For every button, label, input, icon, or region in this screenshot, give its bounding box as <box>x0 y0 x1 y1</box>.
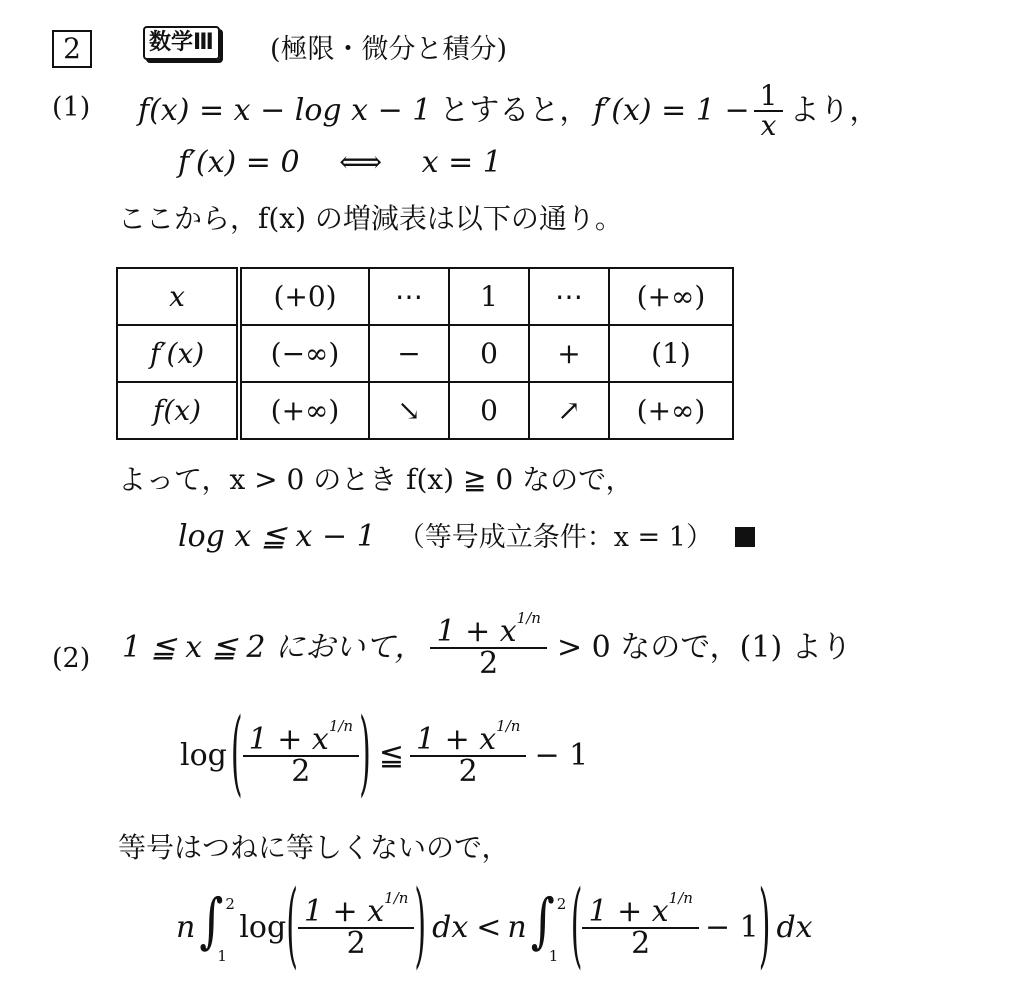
log-inequality-line <box>180 700 589 809</box>
increase-decrease-table <box>116 267 734 440</box>
exp-num: 1 <box>516 609 527 627</box>
exponent-one-over-n: 1/n <box>496 717 521 735</box>
exp-num: 1 <box>496 717 506 735</box>
n-factor: n <box>176 910 196 945</box>
table-cell: x <box>117 268 239 325</box>
exp-den: n <box>683 889 693 907</box>
table-intro: ここから，f(x) の増減表は以下の通り。 <box>118 202 623 235</box>
left-paren: ( <box>570 872 583 981</box>
derivative-zero-line: f′(x) = 0 ⟺ x = 1 <box>178 145 502 180</box>
lower-limit: 1 <box>217 947 227 965</box>
text-yori: より， <box>789 93 880 128</box>
right-paren: ) <box>414 872 427 981</box>
log-text: log <box>180 738 227 773</box>
table-cell: (+∞) <box>609 382 733 439</box>
topic-label: (極限・微分と積分) <box>270 34 508 65</box>
dx-right: dx <box>776 910 813 945</box>
strict-note: 等号はつねに等しくないので， <box>118 831 510 864</box>
table-row <box>117 268 733 325</box>
n-factor: n <box>507 910 527 945</box>
frac-den: 2 <box>243 755 360 787</box>
part1-label: (1) <box>52 92 91 123</box>
lower-limit: 1 <box>548 947 559 965</box>
table-cell: − <box>369 325 449 382</box>
lt-sign: < <box>476 910 502 945</box>
fraction-integrand-left <box>298 889 415 961</box>
table-cell: 0 <box>449 325 529 382</box>
minus-one: − 1 <box>534 738 589 773</box>
exponent-one-over-n: 1/n <box>668 889 693 907</box>
minus-one: − 1 <box>704 910 759 945</box>
frac-num <box>410 717 527 757</box>
fraction-one-over-x <box>754 79 784 142</box>
frac-num <box>243 717 360 757</box>
arrow-up-right-icon: ↗ <box>529 382 609 439</box>
frac-num-text: 1 + x <box>588 894 669 929</box>
qed-square-icon <box>735 527 755 547</box>
frac-den: 2 <box>298 927 415 959</box>
conclusion-text: よって，x > 0 のとき f(x) ≧ 0 なので， <box>118 463 634 496</box>
exponent-one-over-n: 1/n <box>328 717 354 735</box>
integral-sign-right <box>527 883 571 973</box>
table-cell: + <box>529 325 609 382</box>
subject-badge: 数学Ⅲ <box>143 26 220 60</box>
frac-num-text: 1 + x <box>415 722 497 757</box>
frac-num-text: 1 + x <box>303 894 385 929</box>
integral-icon: ∫ <box>530 884 555 956</box>
left-paren: ( <box>230 700 243 809</box>
frac-num <box>582 889 699 929</box>
table-cell: (+∞) <box>239 382 369 439</box>
table-cell: 0 <box>449 382 529 439</box>
part2-intro-line <box>122 606 852 690</box>
problem-number: 2 <box>52 30 92 68</box>
fraction-mean-rhs <box>410 717 527 789</box>
range-condition: 1 ≦ x ≦ 2 において， <box>122 630 425 665</box>
text-tosuruto: とすると， <box>439 93 590 128</box>
exp-den: n <box>510 717 521 735</box>
log-text: log <box>239 910 287 945</box>
frac-den: 2 <box>410 755 527 787</box>
exp-den: n <box>343 717 354 735</box>
table-row <box>117 382 733 439</box>
exp-den: n <box>531 609 541 627</box>
part2-label: (2) <box>52 643 91 674</box>
integral-icon: ∫ <box>199 884 224 956</box>
equality-condition: （等号成立条件：x = 1） <box>397 521 713 553</box>
exp-num: 1 <box>328 717 339 735</box>
table-cell: 1 <box>449 268 529 325</box>
positive-text: > 0 なので，(1) より <box>556 630 852 665</box>
exp-num: 1 <box>668 889 679 907</box>
table-cell: (+0) <box>239 268 369 325</box>
table-cell: ⋯ <box>529 268 609 325</box>
dx-left: dx <box>432 910 469 945</box>
left-paren: ( <box>286 872 298 981</box>
frac-num-text: 1 + x <box>248 722 329 757</box>
table-cell: ⋯ <box>369 268 449 325</box>
integral-inequality-line <box>176 872 813 981</box>
part1-line1 <box>138 79 880 142</box>
frac-num: 1 <box>759 79 778 112</box>
table-cell: (+∞) <box>609 268 733 325</box>
function-definition: f(x) = x − log x − 1 <box>138 93 432 128</box>
table-cell: (1) <box>609 325 733 382</box>
table-cell: (−∞) <box>239 325 369 382</box>
exp-num: 1 <box>384 889 394 907</box>
fraction-integrand-right <box>582 889 699 961</box>
fraction-mean <box>430 609 547 681</box>
table-cell: f′(x) <box>117 325 239 382</box>
table-row <box>117 325 733 382</box>
leq-sign: ≦ <box>378 738 404 773</box>
frac-den: 2 <box>582 927 699 959</box>
integral-sign-left <box>195 883 239 973</box>
frac-num-text: 1 + x <box>436 614 517 649</box>
right-paren: ) <box>758 872 771 981</box>
result-line <box>178 519 755 554</box>
arrow-down-right-icon: ↘ <box>369 382 449 439</box>
result-inequality: log x ≦ x − 1 <box>178 519 376 554</box>
upper-limit: 2 <box>225 895 235 913</box>
exp-den: n <box>398 889 409 907</box>
frac-den: 2 <box>430 647 547 679</box>
upper-limit: 2 <box>556 895 567 913</box>
table-cell: f(x) <box>117 382 239 439</box>
frac-num <box>298 889 415 929</box>
exponent-one-over-n: 1/n <box>516 609 541 627</box>
frac-num <box>430 609 547 649</box>
fraction-mean-in-log <box>243 717 360 789</box>
right-paren: ) <box>359 700 371 809</box>
derivative-expr: f′(x) = 1 − <box>593 93 750 128</box>
exponent-one-over-n: 1/n <box>384 889 409 907</box>
frac-den: x <box>754 110 784 140</box>
